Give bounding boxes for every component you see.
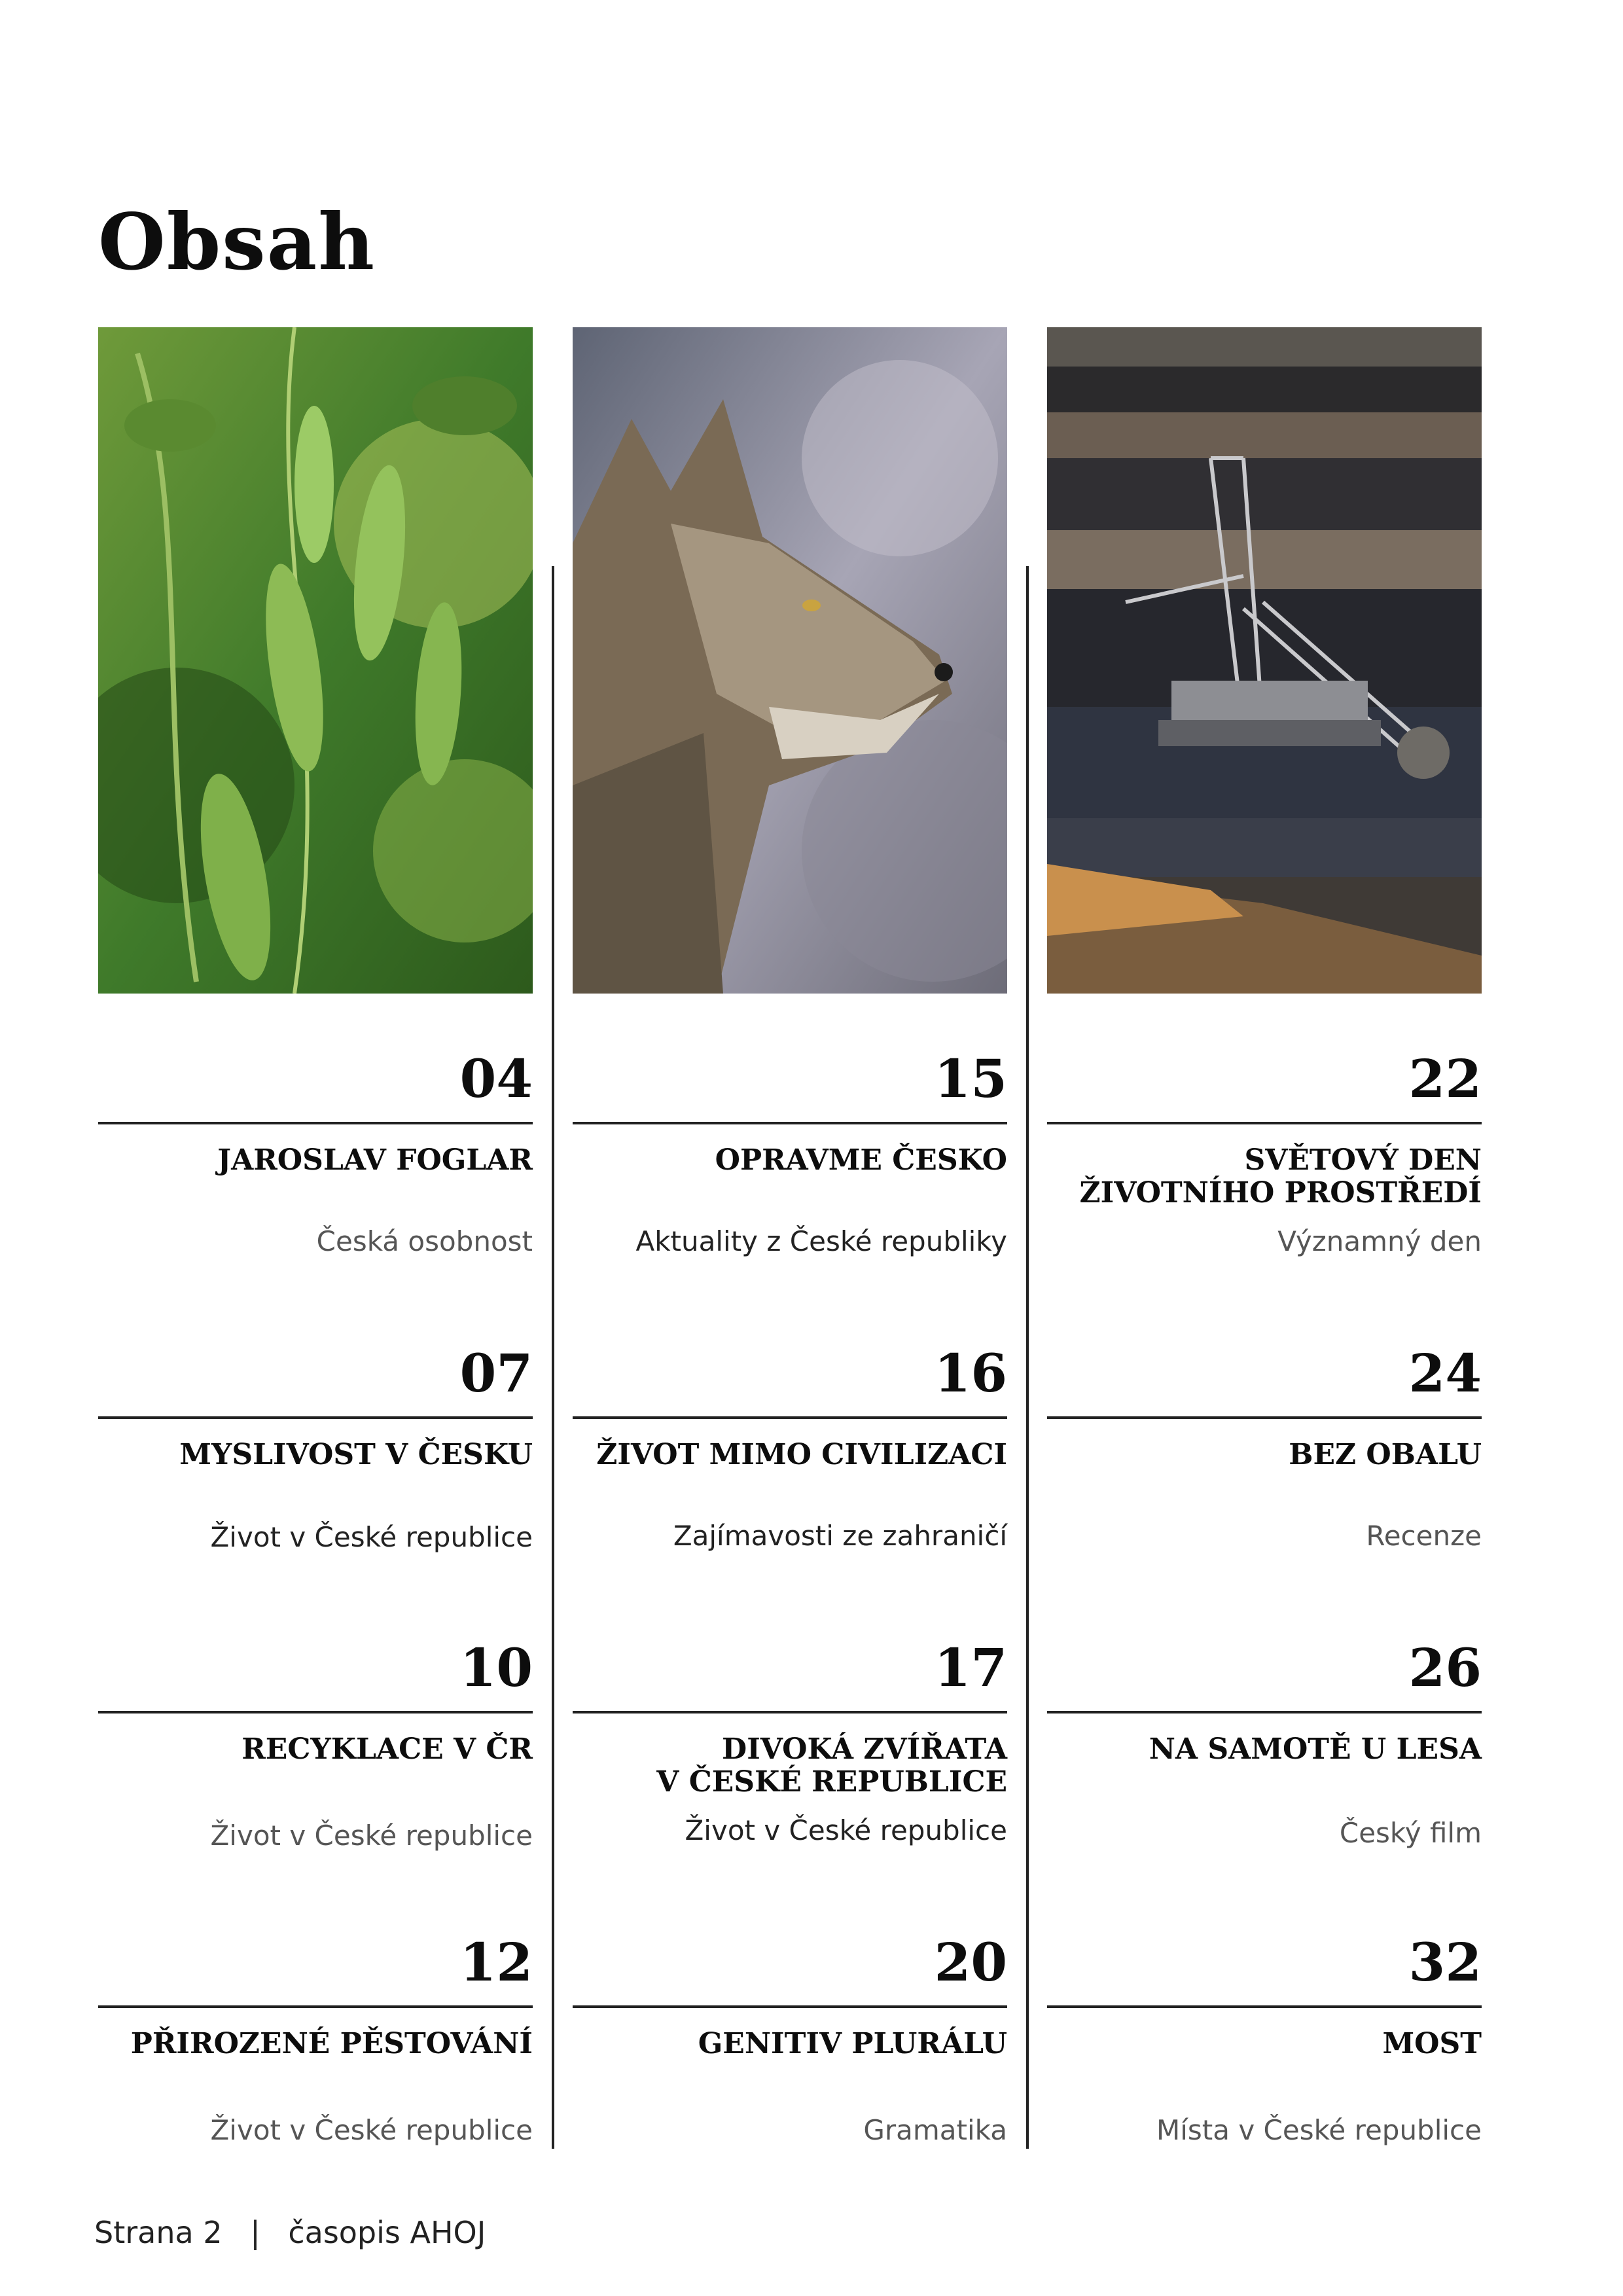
page-number: 07 bbox=[459, 1342, 533, 1404]
entry-title: RECYKLACE V ČR bbox=[241, 1732, 533, 1766]
entry-title: ŽIVOT MIMO CIVILIZACI bbox=[596, 1438, 1007, 1471]
entry-title: PŘIROZENÉ PĚSTOVÁNÍ bbox=[130, 2027, 533, 2060]
entry-category: Život v České republice bbox=[685, 1814, 1007, 1846]
column-divider-left bbox=[552, 566, 554, 2149]
entry-rule bbox=[573, 1122, 1007, 1124]
entry-rule bbox=[1047, 2005, 1482, 2008]
excavator-mine-photo bbox=[1047, 327, 1482, 994]
footer-separator: | bbox=[250, 2215, 260, 2250]
entry-rule bbox=[98, 2005, 533, 2008]
page-number: 17 bbox=[934, 1637, 1007, 1698]
entry-rule bbox=[1047, 1416, 1482, 1419]
entry-category: Zajímavosti ze zahraničí bbox=[673, 1520, 1007, 1552]
entry-rule bbox=[1047, 1711, 1482, 1713]
footer-magazine-name: časopis AHOJ bbox=[288, 2215, 486, 2250]
entry-category: Život v České republice bbox=[210, 1820, 533, 1852]
page-number: 32 bbox=[1408, 1931, 1482, 1993]
entry-title-line: DIVOKÁ ZVÍŘATA bbox=[722, 1732, 1007, 1766]
entry-category: Místa v České republice bbox=[1156, 2114, 1482, 2146]
column-divider-right bbox=[1026, 566, 1029, 2149]
entry-rule bbox=[98, 1416, 533, 1419]
entry-title: MYSLIVOST V ČESKU bbox=[179, 1438, 533, 1471]
entry-title: JAROSLAV FOGLAR bbox=[217, 1143, 533, 1177]
entry-category: Významný den bbox=[1277, 1225, 1482, 1257]
entry-title: MOST bbox=[1382, 2027, 1482, 2060]
entry-title: BEZ OBALU bbox=[1289, 1438, 1482, 1471]
page-number: 26 bbox=[1408, 1637, 1482, 1698]
entry-rule bbox=[1047, 1122, 1482, 1124]
entry-title: OPRAVME ČESKO bbox=[715, 1143, 1007, 1177]
entry-title bbox=[573, 1733, 1007, 1799]
entry-title: NA SAMOTĚ U LESA bbox=[1149, 1732, 1482, 1766]
page-number: 15 bbox=[934, 1048, 1007, 1109]
page-number: 10 bbox=[459, 1637, 533, 1698]
entry-category: Recenze bbox=[1366, 1520, 1482, 1552]
entry-category: Život v České republice bbox=[210, 2114, 533, 2146]
page-number: 04 bbox=[459, 1048, 533, 1109]
entry-title-line: V ČESKÉ REPUBLICE bbox=[656, 1765, 1007, 1799]
page-number: 16 bbox=[934, 1342, 1007, 1404]
entry-rule bbox=[573, 2005, 1007, 2008]
entry-category: Život v České republice bbox=[210, 1521, 533, 1553]
entry-rule bbox=[98, 1122, 533, 1124]
page-number: 24 bbox=[1408, 1342, 1482, 1404]
entry-title bbox=[1047, 1144, 1482, 1210]
entry-category: Český film bbox=[1339, 1817, 1482, 1849]
entry-title-line: SVĚTOVÝ DEN bbox=[1244, 1143, 1482, 1177]
footer-page-label: Strana bbox=[94, 2215, 194, 2250]
wolf-photo bbox=[573, 327, 1007, 994]
entry-title-line: ŽIVOTNÍHO PROSTŘEDÍ bbox=[1079, 1176, 1482, 1210]
page-title: Obsah bbox=[98, 196, 376, 287]
entry-category: Česká osobnost bbox=[316, 1225, 533, 1257]
entry-category: Gramatika bbox=[863, 2114, 1007, 2146]
footer-page-number: 2 bbox=[203, 2215, 223, 2250]
entry-title: GENITIV PLURÁLU bbox=[698, 2027, 1007, 2060]
pea-plant-photo bbox=[98, 327, 533, 994]
page-number: 12 bbox=[459, 1931, 533, 1993]
entry-rule bbox=[573, 1416, 1007, 1419]
page-number: 22 bbox=[1408, 1048, 1482, 1109]
page-number: 20 bbox=[934, 1931, 1007, 1993]
entry-rule bbox=[98, 1711, 533, 1713]
entry-category: Aktuality z České republiky bbox=[635, 1225, 1007, 1257]
page-footer bbox=[94, 2215, 486, 2250]
entry-rule bbox=[573, 1711, 1007, 1713]
